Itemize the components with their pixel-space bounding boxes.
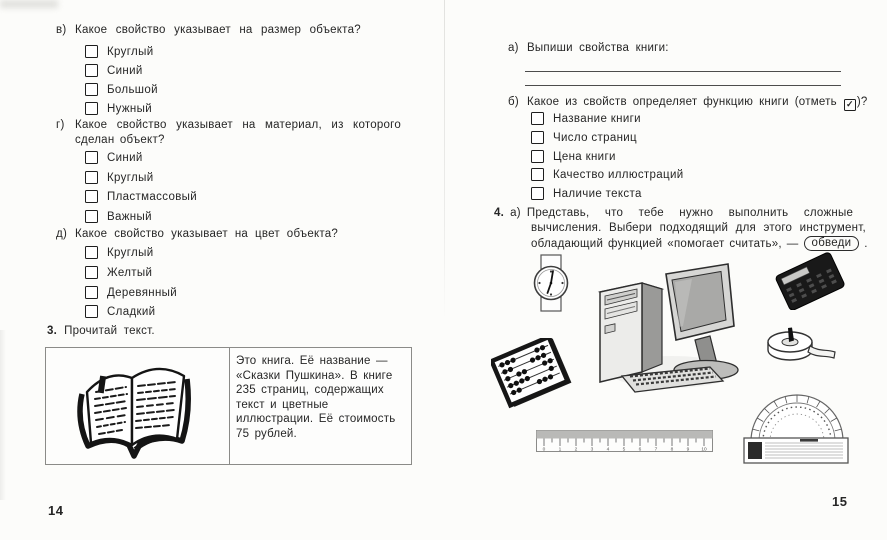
question-g (56, 119, 401, 131)
question-d (56, 228, 338, 240)
option-row[interactable] (85, 190, 197, 203)
checkbox[interactable] (85, 151, 98, 164)
task3-number: 3. (47, 325, 58, 337)
task3-text (236, 354, 406, 442)
page-number-right: 15 (832, 494, 848, 509)
task-a-heading (508, 42, 669, 54)
option-label: Число страниц (553, 131, 637, 144)
question-g-line2 (75, 134, 165, 146)
ruler-number: 8 (670, 447, 674, 453)
checkbox[interactable] (531, 131, 544, 144)
question-v (56, 24, 361, 36)
checkbox[interactable] (85, 171, 98, 184)
task4-number: 4. (494, 207, 505, 219)
option-label: Нужный (107, 102, 153, 115)
ruler-number: 4 (606, 447, 610, 453)
option-label: Синий (107, 64, 143, 77)
protractor-image[interactable] (740, 394, 852, 466)
answer-write-line[interactable] (525, 71, 841, 72)
option-row[interactable] (85, 102, 152, 115)
option-label: Сладкий (107, 305, 156, 318)
ruler-number: 2 (574, 447, 578, 453)
ruler-number: 10 (701, 447, 707, 453)
option-row[interactable] (531, 187, 642, 200)
task-a-label: а) (508, 42, 519, 54)
checkbox[interactable] (531, 168, 544, 181)
ruler-number: 0 (542, 447, 546, 453)
option-row[interactable] (85, 151, 143, 164)
checkbox[interactable] (531, 112, 544, 125)
option-row[interactable] (85, 83, 158, 96)
option-label: Качество иллюстраций (553, 168, 684, 181)
checked-checkbox-icon: ✓ (844, 99, 856, 111)
desktop-computer-image[interactable] (592, 262, 740, 396)
scan-smudge (0, 0, 58, 8)
checkbox[interactable] (85, 286, 98, 299)
option-label: Круглый (107, 171, 154, 184)
task3-text-line: Это книга. Её название — (236, 355, 388, 367)
checkbox[interactable] (85, 64, 98, 77)
question-g-text-line2: сделан объект? (75, 134, 165, 146)
checkbox[interactable] (85, 102, 98, 115)
option-label: Круглый (107, 45, 154, 58)
option-label: Название книги (553, 112, 641, 125)
question-g-label: г) (56, 119, 65, 131)
checkbox[interactable] (85, 246, 98, 259)
option-label: Деревянный (107, 286, 178, 299)
book-spine-divider (444, 0, 445, 320)
option-row[interactable] (85, 171, 154, 184)
task3-text-line: текст и цветные (236, 398, 329, 411)
option-row[interactable] (531, 168, 684, 181)
checkbox[interactable] (531, 150, 544, 163)
option-label: Синий (107, 151, 143, 164)
option-row[interactable] (531, 112, 641, 125)
open-book-illustration (72, 352, 204, 460)
question-d-text: Какое свойство указывает на цвет объекта? (75, 228, 339, 240)
option-label: Круглый (107, 246, 154, 259)
ruler-number: 9 (686, 447, 690, 453)
scan-edge-shadow (0, 330, 6, 500)
checkbox[interactable] (85, 45, 98, 58)
ruler-number: 5 (622, 447, 626, 453)
answer-write-line[interactable] (525, 85, 841, 86)
option-label: Важный (107, 210, 152, 223)
task3-box (45, 347, 412, 465)
checkbox[interactable] (85, 190, 98, 203)
option-label: Большой (107, 83, 158, 96)
calculator-image[interactable] (772, 252, 850, 310)
wristwatch-image[interactable] (529, 254, 573, 312)
checkbox[interactable] (531, 187, 544, 200)
option-row[interactable] (85, 305, 155, 318)
task-b-label: б) (508, 96, 519, 108)
question-v-text: Какое свойство указывает на размер объекта? (75, 24, 361, 36)
option-label: Наличие текста (553, 187, 642, 200)
tape-measure-image[interactable] (760, 325, 838, 369)
question-d-label: д) (56, 228, 68, 240)
task3-title: Прочитай текст. (64, 325, 155, 337)
option-row[interactable] (531, 131, 637, 144)
option-row[interactable] (85, 246, 154, 259)
task3-text-line: 75 рублей. (236, 427, 297, 440)
page-number-left: 14 (48, 503, 64, 518)
task3-text-line: 235 страниц, содержащих (236, 384, 384, 397)
task4-line1: 4. а) Представь, что тебе нужно выполнить сложные (494, 207, 854, 219)
option-label: Пластмассовый (107, 190, 198, 203)
ruler-number: 7 (654, 447, 658, 453)
ruler-image[interactable] (536, 428, 714, 454)
option-row[interactable] (85, 266, 152, 279)
checkbox[interactable] (85, 83, 98, 96)
checkbox[interactable] (85, 305, 98, 318)
question-g-text-line1: Какое свойство указывает на материал, из которого (75, 119, 402, 131)
option-label: Желтый (107, 266, 153, 279)
ruler-number: 3 (590, 447, 594, 453)
checkbox[interactable] (85, 210, 98, 223)
task3-box-divider (229, 348, 230, 464)
option-row[interactable] (85, 210, 152, 223)
option-row[interactable] (85, 286, 177, 299)
task3-text-line: «Сказки Пушкина». В книге (236, 369, 393, 382)
task-b-text: Какое из свойств определяет функцию книги (отметь ✓ )? (527, 96, 868, 109)
question-v-label: в) (56, 24, 67, 36)
task4-label: а) (510, 207, 521, 219)
option-row[interactable] (85, 45, 154, 58)
option-row[interactable] (531, 150, 616, 163)
task3-heading (47, 325, 155, 337)
task4-line3: обладающий функцией «помогает считать», — обведи . (531, 237, 868, 250)
task-a-text: Выпиши свойства книги: (527, 42, 669, 54)
option-row[interactable] (85, 64, 143, 77)
circled-word: обведи (804, 236, 860, 251)
task4-line2: вычисления. Выбери подходящий для этого инструмент, (531, 222, 866, 234)
ruler-number: 1 (558, 447, 562, 453)
option-label: Цена книги (553, 150, 616, 163)
abacus-image[interactable] (491, 338, 575, 410)
task3-text-line: иллюстрации. Её стоимость (236, 413, 396, 426)
checkbox[interactable] (85, 266, 98, 279)
ruler-number: 6 (638, 447, 642, 453)
task-b-heading (508, 96, 868, 111)
